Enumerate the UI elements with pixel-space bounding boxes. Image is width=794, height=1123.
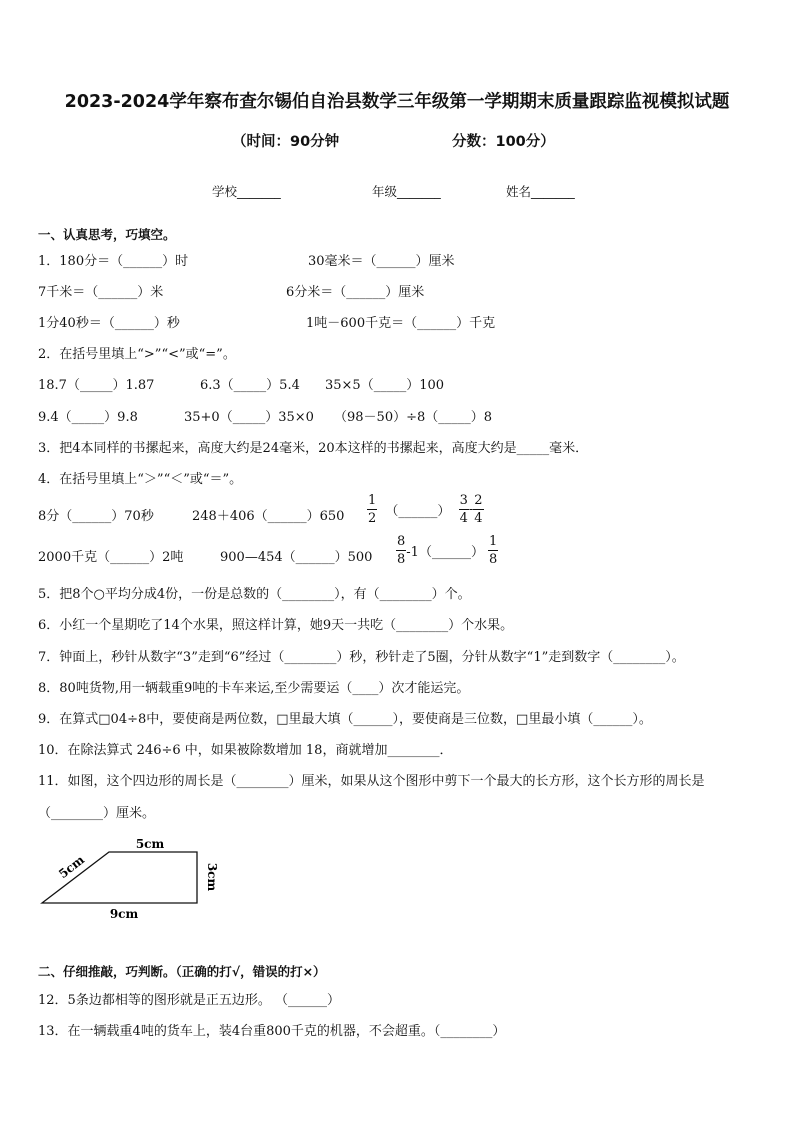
fraction bbox=[473, 494, 483, 525]
q13-text: 13．在一辆载重4吨的货车上，装4台重800千克的机器，不会超重。（________） bbox=[38, 1024, 506, 1039]
exam-time: （时间：90分钟 bbox=[232, 134, 340, 150]
q10-text: 10．在除法算式 246÷6 中，如果被除数增加 18，商就增加________． bbox=[38, 743, 453, 758]
q7-text: 7．钟面上，秒针从数字“3”走到“6”经过（________）秒，秒针走了5圈，分针从数字“1”走到数字（________）。 bbox=[38, 650, 685, 665]
q2-item-d: 9.4（_____）9.8 bbox=[38, 410, 138, 425]
grade-field: 年级_______ bbox=[372, 184, 441, 199]
trapezoid-figure bbox=[36, 832, 226, 924]
denominator: 8 bbox=[397, 552, 406, 567]
q2-item-a: 18.7（_____）1.87 bbox=[38, 378, 155, 393]
q1-item-f: 1吨－600千克＝（______）千克 bbox=[306, 316, 496, 331]
q1-item-d: 6分米＝（______）厘米 bbox=[286, 285, 425, 300]
q2-item-f: （98－50）÷8（_____）8 bbox=[334, 410, 493, 425]
q12-text: 12．5条边都相等的图形就是正五边形。 （______） bbox=[38, 993, 340, 1008]
q2-item-e: 35+0（_____）35×0 bbox=[184, 410, 314, 425]
q2-item-c: 35×5（_____）100 bbox=[325, 378, 445, 393]
exam-score: 分数：100分） bbox=[452, 134, 555, 150]
answer-blank: （______） bbox=[385, 504, 451, 519]
numerator: 8 bbox=[397, 534, 406, 549]
denominator: 8 bbox=[488, 552, 498, 567]
q4-item-d: 2000千克（______）2吨 bbox=[38, 550, 184, 565]
q1-item-a: 1．180分＝（______）时 bbox=[38, 254, 189, 269]
minus-sign: - bbox=[468, 502, 474, 517]
section-one-heading: 一、认真思考，巧填空。 bbox=[38, 227, 176, 242]
numerator: 1 bbox=[368, 493, 377, 508]
top-side-label: 5cm bbox=[135, 837, 165, 851]
q4-item-b: 248＋406（______）650 bbox=[192, 509, 345, 524]
name-field: 姓名_______ bbox=[506, 184, 575, 199]
left-side-label: 5cm bbox=[56, 852, 88, 882]
section-two-heading: 二、仔细推敲，巧判断。（正确的打√，错误的打×） bbox=[38, 964, 326, 979]
q5-text: 5．把8个○平均分成4份，一份是总数的（________），有（________）个。 bbox=[38, 587, 471, 602]
q9-text: 9．在算式□04÷8中，要使商是两位数，□里最大填（______），要使商是三位数，□里最小填（______）。 bbox=[38, 712, 652, 727]
q4-item-e: 900—454（______）500 bbox=[220, 550, 373, 565]
q11-text-cont: （________）厘米。 bbox=[38, 806, 156, 821]
page-title: 2023-2024学年察布查尔锡伯自治县数学三年级第一学期期末质量跟踪监视模拟试题 bbox=[64, 92, 730, 112]
denominator: 4 bbox=[474, 511, 483, 526]
q4-item-c bbox=[367, 494, 484, 525]
q2-stem: 2．在括号里填上“>”“<”或“=”。 bbox=[38, 347, 236, 362]
q11-text: 11．如图，这个四边形的周长是（________）厘米，如果从这个图形中剪下一个最大的长方形，这个长方形的周长是 bbox=[38, 774, 705, 789]
q2-item-b: 6.3（_____）5.4 bbox=[200, 378, 300, 393]
numerator: 3 bbox=[459, 493, 468, 508]
answer-blank: -1（______） bbox=[406, 545, 484, 560]
q6-text: 6．小红一个星期吃了14个水果，照这样计算，她9天一共吃（________）个水果。 bbox=[38, 618, 514, 633]
fraction bbox=[396, 535, 406, 566]
fraction bbox=[367, 494, 377, 525]
numerator: 2 bbox=[474, 493, 483, 508]
q8-text: 8．80吨货物,用一辆载重9吨的卡车来运,至少需要运（____）次才能运完。 bbox=[38, 681, 470, 696]
q3-text: 3．把4本同样的书摞起来，高度大约是24毫米，20本这样的书摞起来，高度大约是_____毫米． bbox=[38, 441, 589, 456]
numerator: 1 bbox=[488, 534, 498, 549]
q1-item-b: 30毫米＝（______）厘米 bbox=[308, 254, 455, 269]
fraction bbox=[459, 494, 469, 525]
school-field: 学校_______ bbox=[212, 184, 281, 199]
bottom-side-label: 9cm bbox=[109, 907, 139, 921]
q1-item-c: 7千米＝（______）米 bbox=[38, 285, 164, 300]
q4-item-a: 8分（______）70秒 bbox=[38, 509, 154, 524]
right-side-label: 3cm bbox=[205, 862, 219, 892]
q1-item-e: 1分40秒＝（______）秒 bbox=[38, 316, 180, 331]
denominator: 2 bbox=[368, 511, 377, 526]
denominator: 4 bbox=[459, 511, 468, 526]
fraction bbox=[488, 535, 498, 566]
q4-item-f bbox=[396, 535, 498, 566]
q4-stem: 4．在括号里填上“＞”“＜”或“＝”。 bbox=[38, 472, 243, 487]
